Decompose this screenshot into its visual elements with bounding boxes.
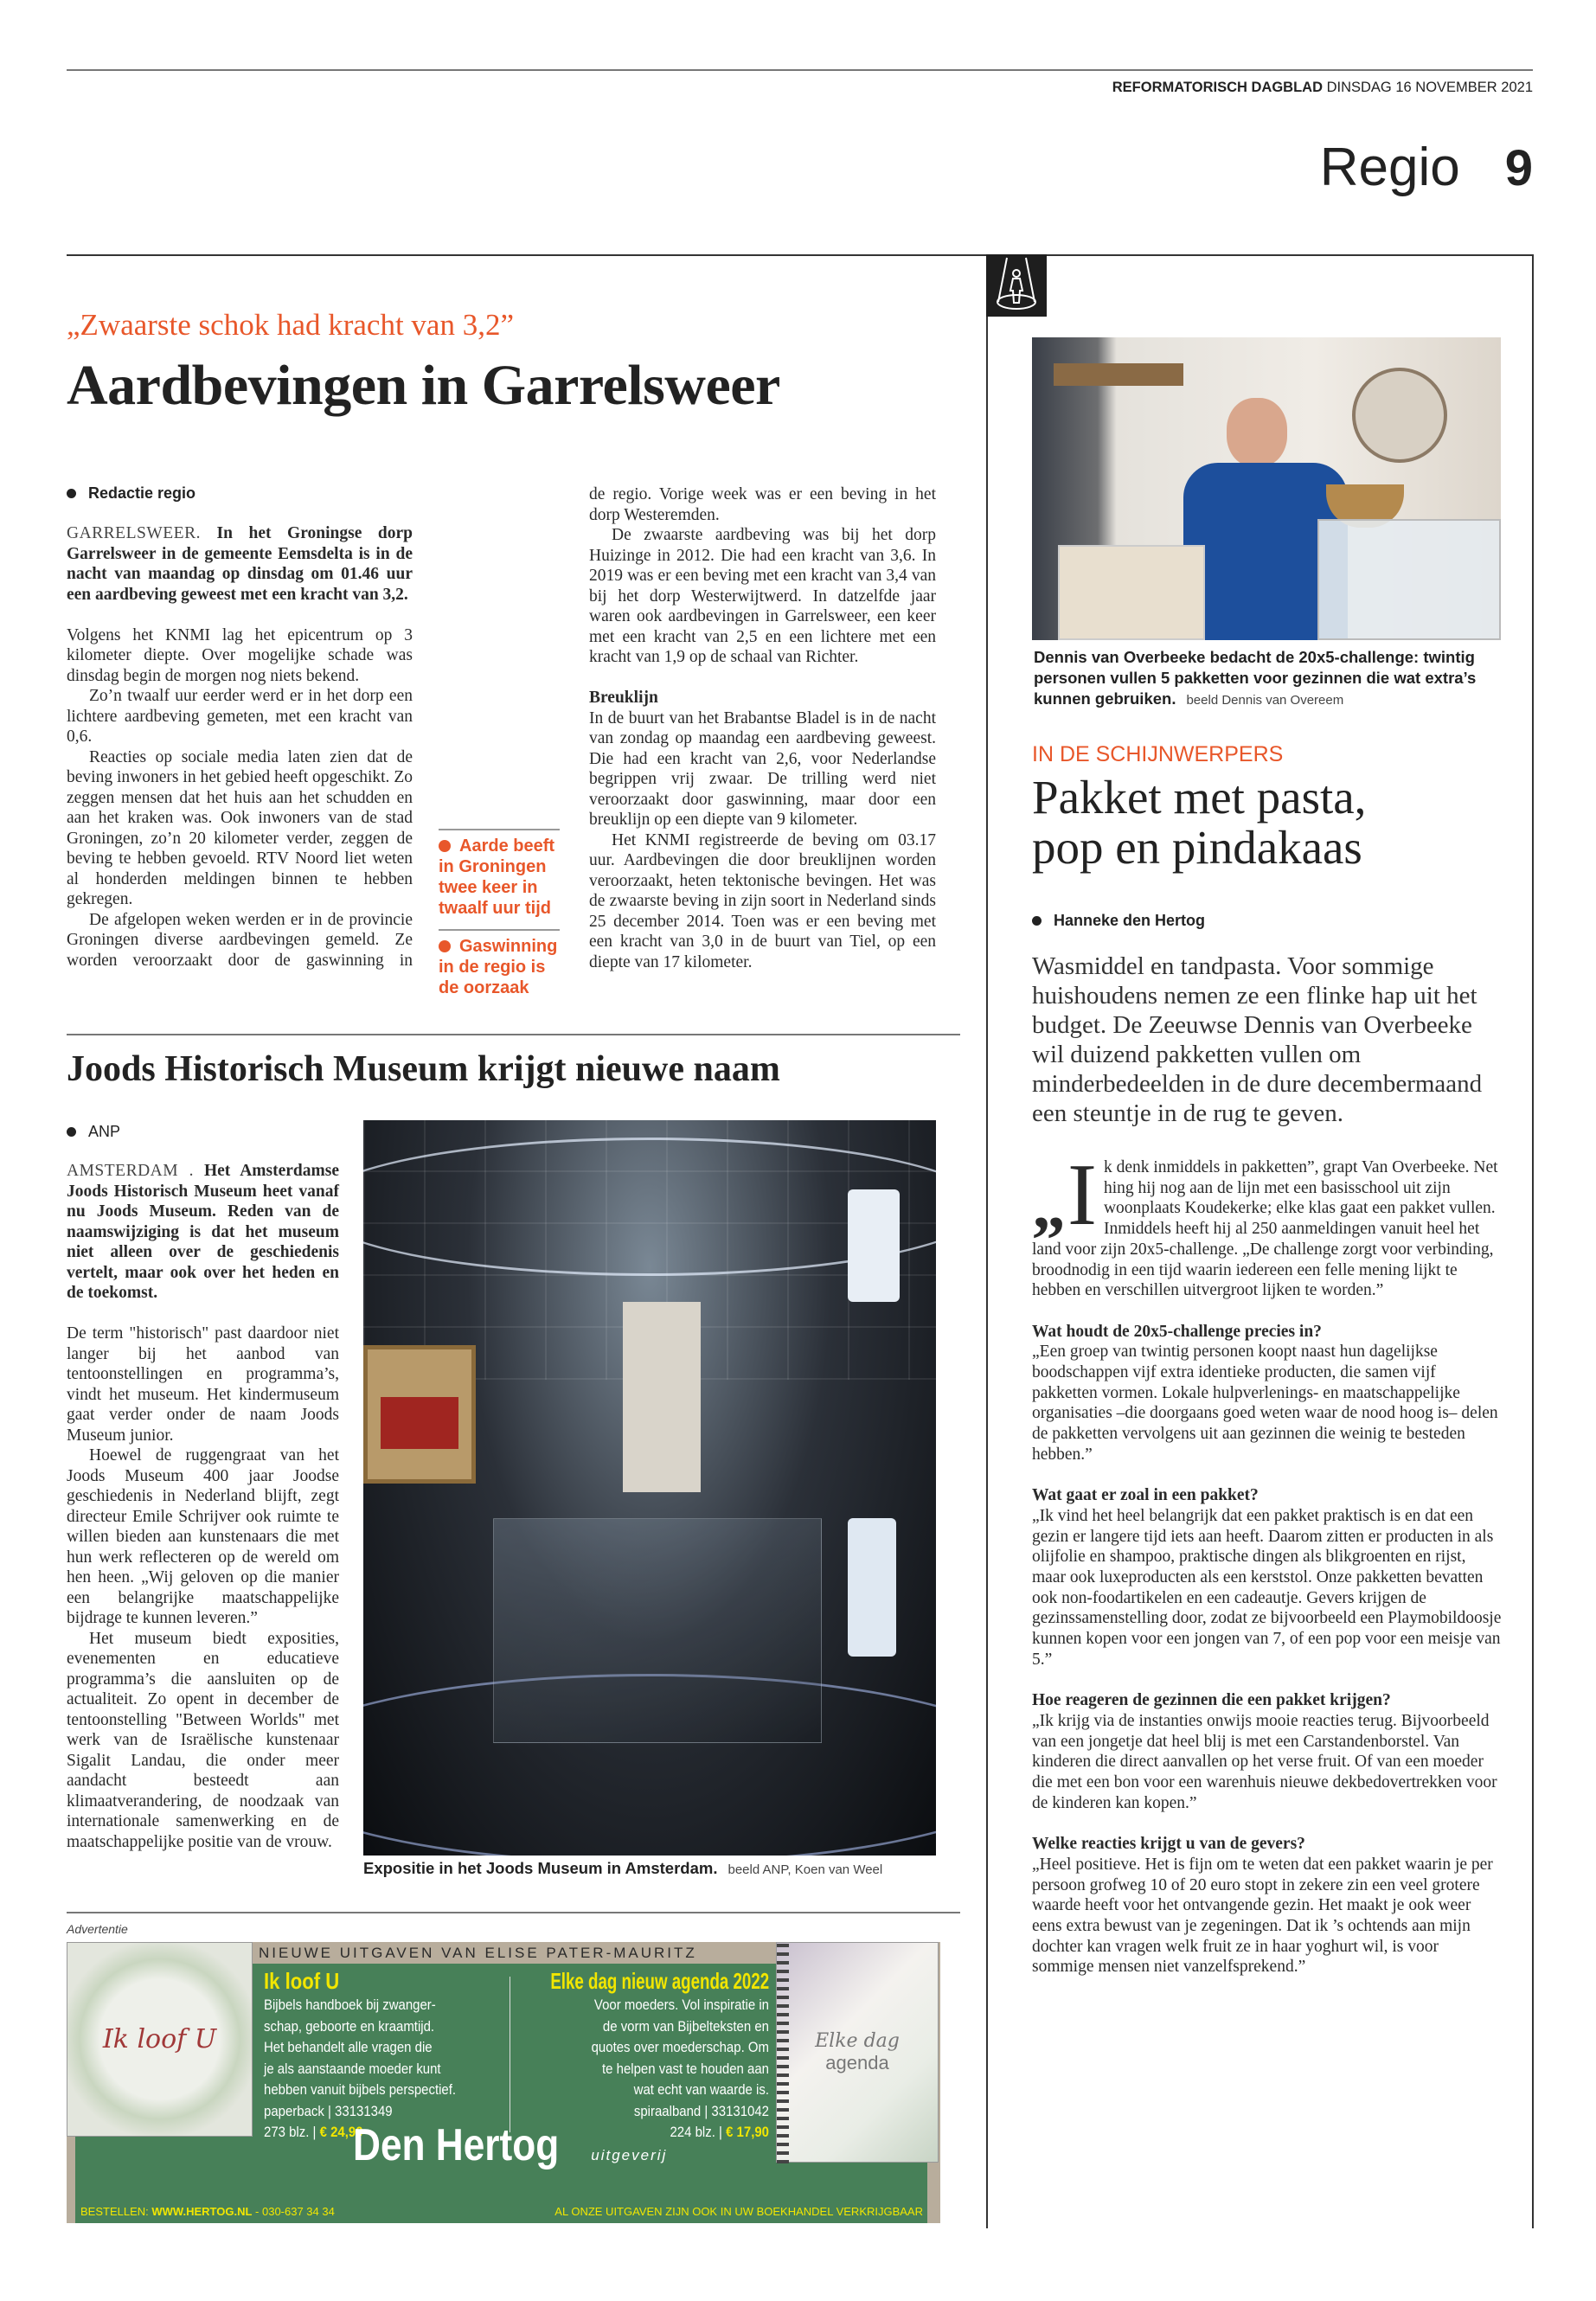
- book1-desc: Het behandelt alle vragen die: [264, 2039, 433, 2055]
- section-header: [1320, 137, 1533, 198]
- museum-photo-caption: Expositie in het Joods Museum in Amsterdam. beeld ANP, Koen van Weel: [363, 1859, 883, 1877]
- book2-info: [516, 1968, 769, 2144]
- article1-byline: [67, 484, 195, 503]
- answer: „Ik vind het heel belangrijk dat een pakket praktisch is en dat een gezin er langere tijd iets aan heeft. Daarom zitten er producten in als olijfolie en shampoo, praktische dingen als blikgroenten en rijst, maar ook luxeproducten als een kerststol. Onze pakketten bevatten ook non-foodartikelen en een cadeautje. Gevers krijgen de gezinssamenstelling door, zodat ze bijvoorbeeld een Playmobildoosje kunnen kopen voor een jongen van 7, of een pop voor een meisje van 5.”: [1032, 1506, 1502, 1669]
- subhead: Breuklijn: [589, 689, 658, 707]
- article2-body: [67, 1161, 339, 1852]
- paragraph: De term "historisch" past daardoor niet langer bij het aanbod van tentoonstellingen en programma’s, vindt het museum. Het kindermuseum gaat verder onder de naam Joods Museum junior.: [67, 1324, 339, 1445]
- dateline: AMSTERDAM .: [67, 1162, 194, 1180]
- question: Wat gaat er zoal in een pakket?: [1032, 1486, 1259, 1505]
- book2-format: spiraalband | 33131042: [633, 2102, 769, 2119]
- book2-cover[interactable]: [776, 1942, 939, 2163]
- bullet-icon: [439, 940, 451, 952]
- order-url[interactable]: WWW.HERTOG.NL: [151, 2205, 253, 2218]
- paragraph: de regio. Vorige week was er een beving in het dorp Westeremden.: [589, 485, 936, 524]
- bullet-icon: [67, 1127, 76, 1137]
- paragraph: In de buurt van het Brabantse Bladel is in de nacht van zondag op maandag een aardbeving geweest. Die had een kracht van 2,6, voor Nederlandse begrippen vrij zwaar. De trilling werd niet veroorzaakt door gaswinning, maar door een breuklijn op een diepte van 9 kilometer.: [589, 708, 936, 829]
- spiral-binding-icon: [777, 1943, 789, 2163]
- sidebar-byline: [1032, 912, 1205, 930]
- lead: In het Groningse dorp Garrelsweer in de gemeente Eemsdelta is in de nacht van maandag op dinsdag om 01.46 uur een aardbeving geweest met een kracht van 3,2.: [67, 524, 413, 604]
- divider: [67, 1912, 960, 1913]
- book1-cover[interactable]: [67, 1942, 253, 2137]
- paragraph: Reacties op sociale media laten zien dat de beving inwoners in het gebied heeft opgeschikt. Zo zeggen mensen dat het huis aan het schudden en aan het kraken was. Ook inwoners van de stad Groningen, zo’n 20 kilometer verder, zeggen de beving te hebben gevoeld. RTV Noord liet weten al honderden meldingen binnen te hebben gekregen.: [67, 747, 413, 908]
- paragraph: Volgens het KNMI lag het epicentrum op 3 kilometer diepte. Over mogelijke schade was dinsdag begin de morgen nog niets bekend.: [67, 625, 413, 685]
- paragraph: Het museum biedt exposities, evenementen en educatieve programma’s die aansluiten op de actualiteit. Zo opent in december de tentoonstelling "Between Worlds" met werk van de Israëlische kunstenaar Sigalit Landau, die onder meer aandacht besteedt aan klimaatverandering, de noodzaak van internationale samenwerking en de maatschappelijke positie van de vrouw.: [67, 1629, 339, 1851]
- book1-desc: schap, geboorte en kraamtijd.: [264, 2017, 435, 2035]
- book2-desc: de vorm van Bijbelteksten en: [602, 2017, 769, 2035]
- pullquote: Gaswinning in de regio is de oorzaak: [439, 929, 560, 998]
- dennis-photo: [1032, 337, 1501, 640]
- ad-footer: AL ONZE UITGAVEN ZIJN OOK IN UW BOEKHANDEL VERKRIJGBAAR: [554, 2205, 923, 2218]
- advertisement[interactable]: [67, 1942, 940, 2223]
- publisher-logo[interactable]: [335, 2119, 667, 2171]
- photo-credit: beeld ANP, Koen van Weel: [727, 1862, 883, 1877]
- sidebar-headline: Pakket met pasta, pop en pindakaas: [1032, 771, 1367, 874]
- pullquotes: [439, 829, 560, 998]
- divider: [67, 1034, 960, 1035]
- ad-label: Advertentie: [67, 1922, 128, 1936]
- book1-cover-title: Ik loof U: [102, 2024, 217, 2054]
- article2-byline: [67, 1123, 120, 1141]
- bullet-icon: [439, 840, 451, 852]
- book2-desc: Voor moeders. Vol inspiratie in: [593, 1997, 769, 2013]
- book2-desc: wat echt van waarde is.: [633, 2081, 769, 2098]
- top-rule: [67, 69, 1533, 71]
- dennis-photo-caption: Dennis van Overbeeke bedacht de 20x5-challenge: twintig personen vullen 5 pakketten voor gezinnen die wat extra’s kunnen gebruiken. beeld Dennis van Overeem: [1034, 648, 1477, 708]
- page-number: 9: [1504, 140, 1533, 196]
- photo-credit: beeld Dennis van Overeem: [1186, 693, 1344, 708]
- paragraph: Zo’n twaalf uur eerder werd er in het dorp een lichtere aardbeving gemeten, met een kracht van 0,6.: [67, 687, 413, 746]
- bullet-icon: [1032, 916, 1042, 926]
- article1-col1: [67, 523, 413, 971]
- book1-price: € 24,90: [319, 2124, 363, 2140]
- answer: „Ik krijg via de instanties onwijs mooie reacties terug. Bijvoorbeeld van een jongetje dat heel blij is met een Carstandenborstel. Van kinderen die direct aanvallen op het verse fruit. Of van een moeder die met een bon voor een warenhuis nieuwe dekbedovertrekken voor de kinderen kan kopen.”: [1032, 1711, 1497, 1812]
- paragraph: De afgelopen weken werden er in de provincie Groningen diverse aardbevingen gemeld. Ze worden veroorzaakt door de gaswinning in: [67, 910, 413, 970]
- issue-date: DINSDAG 16 NOVEMBER 2021: [1326, 80, 1533, 95]
- book2-title: Elke dag nieuw agenda 2022: [550, 1968, 769, 1994]
- book1-format: paperback | 33131349: [264, 2102, 393, 2119]
- paragraph: De zwaarste aardbeving was bij het dorp Huizinge in 2012. Die had een kracht van 3,6. In 2019 was er een beving met een kracht van 3,4 van bij het dorp Westerwijtwerd. In datzelfde jaar waren ook aardbevingen in Garrelsweer, een keer met een kracht van 2,5 en een lichtere met een kracht van 1,9 op de schaal van Richter.: [589, 526, 936, 666]
- question: Welke reacties krijgt u van de gevers?: [1032, 1835, 1305, 1854]
- answer: „Een groep van twintig personen koopt naast hun dagelijkse boodschappen vijf extra identieke producten, die samen vijf pakketten vormen. Lokale hulpverlenings- en maatschappelijke organisaties –die doorgaans goed weten waar de nood hoog is– delen de pakketten vervolgens uit aan gezinnen die weinig te besteden hebben.”: [1032, 1343, 1498, 1464]
- museum-photo: [363, 1120, 936, 1856]
- paragraph: Het KNMI registreerde de beving om 03.17 uur. Aardbevingen die door breuklijnen worden veroorzaakt, heten tektonische bevingen. Het was de zwaarste beving in zijn soort in Nederland sinds 25 december 2014. Toen was er een beving met een kracht van 3,0 in de buurt van Tiel, op een diepte van 17 kilometer.: [589, 830, 936, 971]
- sidebar-body: [1032, 1146, 1503, 1977]
- ad-order-line: BESTELLEN: WWW.HERTOG.NL - 030-637 34 34: [80, 2205, 335, 2218]
- book1-pages: 273 blz. |: [264, 2124, 317, 2140]
- order-phone: - 030-637 34 34: [255, 2205, 335, 2218]
- byline-name: Redactie regio: [88, 484, 196, 502]
- paragraph: Hoewel de ruggengraat van het Joods Museum 400 jaar Joodse geschiedenis in Nederland blijft, zegt directeur Emile Schrijver ook ruimte te willen bieden aan kunstenaars die met hun werk reflecteren op de wereld om hen heen. „Wij geloven op die manier een belangrijke maatschappelijke bijdrage te kunnen leveren.”: [67, 1446, 339, 1627]
- book1-desc: Bijbels handboek bij zwanger-: [264, 1997, 436, 2013]
- opening-paragraph: „ I k denk inmiddels in pakketten”, grapt Van Overbeeke. Net hing hij nog aan de lijn met een basisschool uit zijn woonplaats Koudekerke; elke klas gaat een pakket vullen. Inmiddels heeft hij al 250 aanmeldingen vanuit heel het land voor zijn 20x5-challenge. „De challenge zorgt voor verbinding, broodnodig in een tijd waarin iedereen een felle mening lijkt te hebben en verschillen uitvergroot lijken te worden.”: [1032, 1146, 1498, 1300]
- byline-name: Hanneke den Hertog: [1054, 912, 1206, 929]
- sidebar-intro: Wasmiddel en tandpasta. Voor sommige huishoudens nemen ze een flinke hap uit het budget. De Zeeuwse Dennis van Overbeeke wil duizend pakketten vullen om minderbedeelden in de dure decembermaand een steuntje in de rug te geven.: [1032, 952, 1483, 1127]
- book1-desc: je als aanstaande moeder kunt: [264, 2060, 441, 2077]
- dropcap: I: [1067, 1146, 1097, 1244]
- paper-name: REFORMATORISCH DAGBLAD: [1112, 80, 1323, 95]
- sidebar-kicker: IN DE SCHIJNWERPERS: [1032, 742, 1284, 766]
- article2-headline: Joods Historisch Museum krijgt nieuwe naam: [67, 1049, 780, 1089]
- spotlight-person-icon: [986, 254, 1047, 317]
- bullet-icon: [67, 489, 76, 498]
- dateline: GARRELSWEER.: [67, 524, 201, 542]
- question: Wat houdt de 20x5-challenge precies in?: [1032, 1322, 1322, 1341]
- book2-pages: 224 blz. |: [670, 2124, 722, 2140]
- pullquote: Aarde beeft in Groningen twee keer in twaalf uur tijd: [439, 829, 560, 919]
- book2-desc: te helpen vast te houden aan: [602, 2060, 769, 2077]
- masthead: [1112, 80, 1533, 96]
- book1-desc: hebben vanuit bijbels perspectief.: [264, 2081, 457, 2098]
- answer: „Heel positieve. Het is fijn om te weten dat een pakket waarin je per persoon grofweg 10 of 20 euro stopt in zekere zin een veel grotere waarde heeft voor het ontvangende gezin. Het maakt je ook weer eens extra bewust van je zegeningen. Dat ik ’s ochtends aan mijn dochter kan vragen welk fruit ze in haar yoghurt wil, is voor sommige mensen niet vanzelfsprekend.”: [1032, 1855, 1493, 1977]
- lead: Het Amsterdamse Joods Historisch Museum heet vanaf nu Joods Museum. Reden van de naamswijziging is dat het museum niet alleen over de geschiedenis vertelt, maar ook over het heden en de toekomst.: [67, 1162, 339, 1302]
- article1-col2: [589, 484, 936, 972]
- book2-cover-title: Elke dag: [815, 2030, 900, 2052]
- question: Hoe reageren de gezinnen die een pakket krijgen?: [1032, 1691, 1391, 1710]
- book2-desc: quotes over moederschap. Om: [591, 2039, 769, 2055]
- section-name: Regio: [1319, 138, 1460, 197]
- article1-kicker: „Zwaarste schok had kracht van 3,2”: [67, 308, 515, 342]
- article1-headline: Aardbevingen in Garrelsweer: [67, 354, 780, 417]
- publisher-name: Den Hertog: [353, 2120, 560, 2170]
- book2-cover-sub: agenda: [825, 2052, 889, 2073]
- byline-name: ANP: [88, 1123, 121, 1140]
- book1-title: Ik loof U: [264, 1968, 340, 1994]
- quote-mark-icon: „: [1032, 1167, 1066, 1242]
- book2-price: € 17,90: [726, 2124, 769, 2140]
- book1-info: [264, 1968, 506, 2144]
- publisher-sub: uitgeverij: [591, 2147, 668, 2163]
- ad-banner: NIEUWE UITGAVEN VAN ELISE PATER-MAURITZ: [259, 1945, 697, 1961]
